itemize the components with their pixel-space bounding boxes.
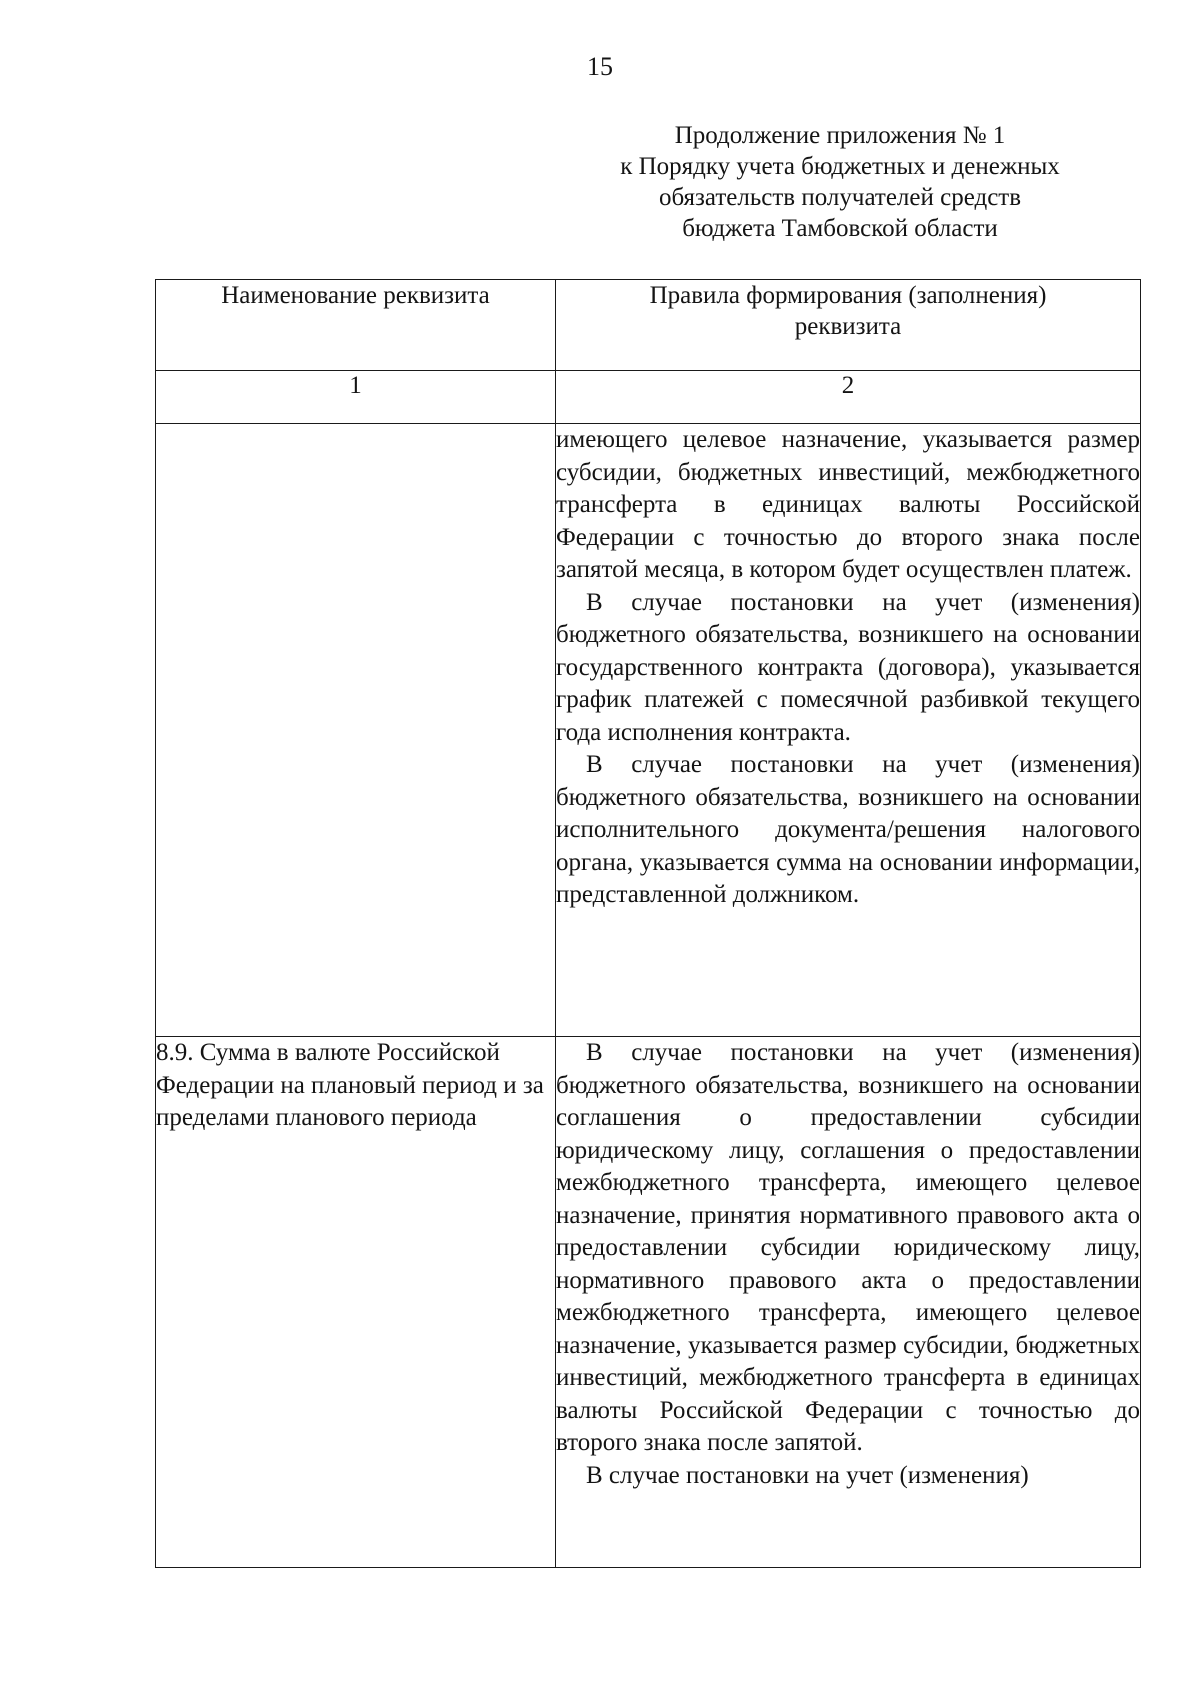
requisite-name-cell xyxy=(156,1037,556,1568)
appendix-header-line: обязательств получателей средств xyxy=(658,184,1022,211)
rule-paragraph: В случае постановки на учет (изменения) бюджетного обязательства, возникшего на основании государственного контракта (договора), указывается график платежей с помесячной разбивкой текущего года исполнения контракта. xyxy=(556,588,1140,746)
header-filling-rules: Правила формирования (заполнения) реквизита xyxy=(556,280,1141,371)
page-number: 15 xyxy=(587,52,613,81)
column-number-row xyxy=(156,371,1141,424)
appendix-header-line: бюджета Тамбовской области xyxy=(682,215,998,242)
header-requisite-name: Наименование реквизита xyxy=(156,280,556,371)
filling-rules-cell xyxy=(556,424,1141,1037)
rule-paragraph: имеющего целевое назначение, указывается размер субсидии, бюджетных инвестиций, межбюджетного трансферта в единицах валюты Российской Федерации с точностью до второго знака после запятой месяца, в котором будет осуществлен платеж. xyxy=(556,426,1140,583)
appendix-header-line: Продолжение приложения № 1 xyxy=(674,122,1006,149)
requisite-name-cell xyxy=(156,424,556,1037)
filling-rules-cell xyxy=(556,1037,1141,1568)
rule-paragraph: В случае постановки на учет (изменения) бюджетного обязательства, возникшего на основании соглашения о предоставлении субсидии юридическому лицу, соглашения о предоставлении межбюджетного трансферта, имеющего целевое назначение, принятия нормативного правового акта о предоставлении субсидии юридическому лицу, нормативного правового акта о предоставлении межбюджетного трансферта, имеющего целевое назначение, указывается размер субсидии, бюджетных инвестиций, межбюджетного трансферта в единицах валюты Российской Федерации с точностью до второго знака после запятой. xyxy=(556,1039,1140,1456)
column-number-2: 2 xyxy=(556,371,1141,424)
rule-paragraph: В случае постановки на учет (изменения) бюджетного обязательства, возникшего на основании исполнительного документа/решения налогового органа, указывается сумма на основании информации, представленной должником. xyxy=(556,751,1140,908)
appendix-header xyxy=(560,120,1120,244)
requisites-table xyxy=(155,279,1141,1568)
table-header-row xyxy=(156,280,1141,371)
requisite-name: 8.9. Сумма в валюте Российской Федерации на плановый период и за пределами планового периода xyxy=(156,1039,544,1131)
appendix-header-line: к Порядку учета бюджетных и денежных xyxy=(620,153,1060,180)
table-row xyxy=(156,424,1141,1037)
table-row xyxy=(156,1037,1141,1568)
rule-paragraph: В случае постановки на учет (изменения) xyxy=(586,1461,1029,1489)
column-number-1: 1 xyxy=(156,371,556,424)
